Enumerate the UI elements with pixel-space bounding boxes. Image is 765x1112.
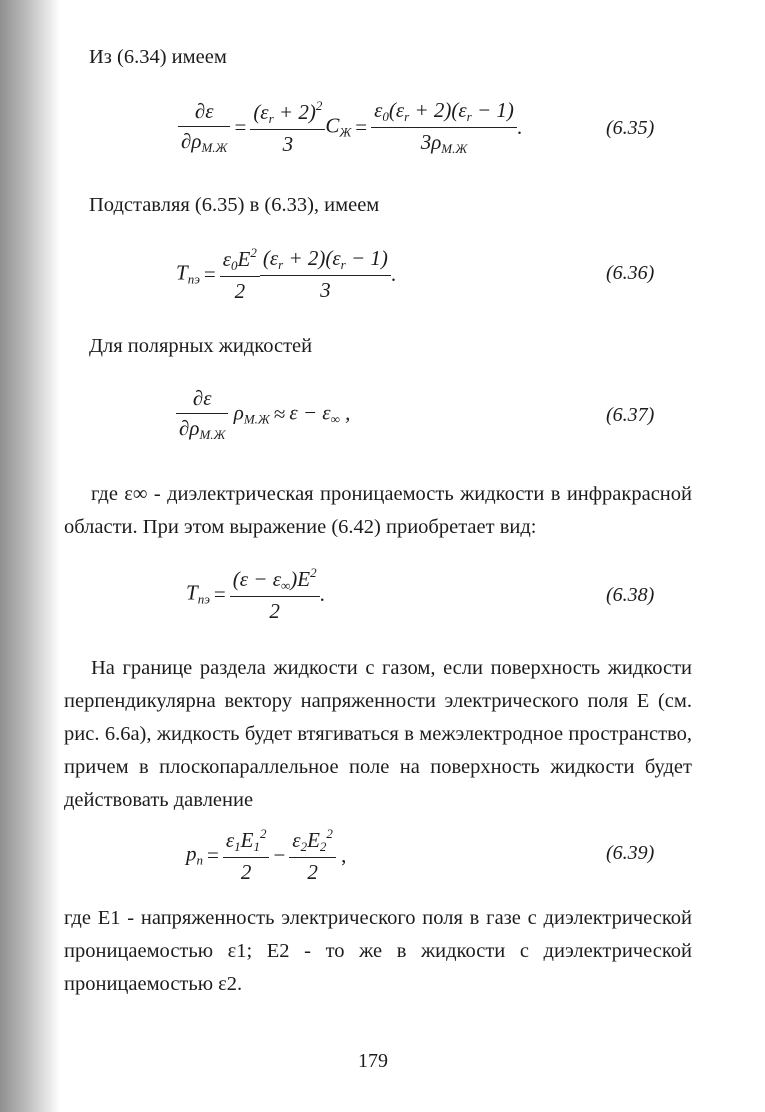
equation-6-35: $\frac{\partial\varepsilon}{\partial\rho_{М.Ж}}$ = $\frac{(\varepsilon_r + 2)^2}{3}$ $C_Ж$ = $\frac{\varepsilon_0(\varepsilon_r + 2)(\varepsilon_r - 1)}{3\rho_{М.Ж}}$ . bbox=[178, 98, 522, 157]
equation-number-6-37: (6.37) bbox=[606, 404, 655, 426]
boundary-paragraph bbox=[64, 652, 692, 817]
intro-line: Из (6.34) имеем bbox=[89, 46, 227, 68]
polar-liquids-line: Для полярных жидкостей bbox=[89, 335, 313, 357]
page-number: 179 bbox=[358, 1050, 388, 1072]
where-epsilon-infinity-paragraph bbox=[64, 478, 692, 544]
equation-6-37: $\frac{\partial\varepsilon}{\partial\rho_{М.Ж}}$ $\rho_{М.Ж} \approx \varepsilon - \varepsilon_\infty$ , bbox=[176, 386, 350, 443]
equation-number-6-38: (6.38) bbox=[606, 584, 655, 606]
equation-number-6-35: (6.35) bbox=[606, 117, 655, 139]
boundary-text: На границе раздела жидкости с газом, если поверхность жидкости перпендикулярна вектору напряженности электрического поля E (см. рис. 6.6а), жидкость будет втягиваться в межэлектродное пространство, причем в плоскопараллельное поле на поверхность жидкости будет действовать давление bbox=[64, 657, 692, 811]
equation-6-39: $p_n$ = $\frac{\varepsilon_1E_1^2}{2}$ − $\frac{\varepsilon_2E_2^2}{2}$ , bbox=[186, 826, 347, 884]
equation-6-38: $T_{пэ}$ = $\frac{(\varepsilon - \varepsilon_\infty)E^2}{2}$ . bbox=[186, 565, 325, 623]
equation-number-6-39: (6.39) bbox=[606, 842, 655, 864]
where-epsilon-infinity-text: где ε∞ - диэлектрическая проницаемость жидкости в инфракрасной области. При этом выражение (6.42) приобретает вид: bbox=[64, 483, 692, 538]
where-e1-text: где E1 - напряженность электрического поля в газе с диэлектрической проницаемостью ε1; E2 - то же в жидкости с диэлектрической проницаемостью ε2. bbox=[64, 907, 692, 995]
equation-6-36: $T_{пэ}$ = $\frac{\varepsilon_0E^2}{2}$ $\frac{(\varepsilon_r + 2)(\varepsilon_r - 1)}{3}$ . bbox=[176, 245, 397, 303]
where-e1-paragraph bbox=[64, 902, 692, 1001]
equation-number-6-36: (6.36) bbox=[606, 262, 655, 284]
substitution-line: Подставляя (6.35) в (6.33), имеем bbox=[89, 194, 380, 216]
